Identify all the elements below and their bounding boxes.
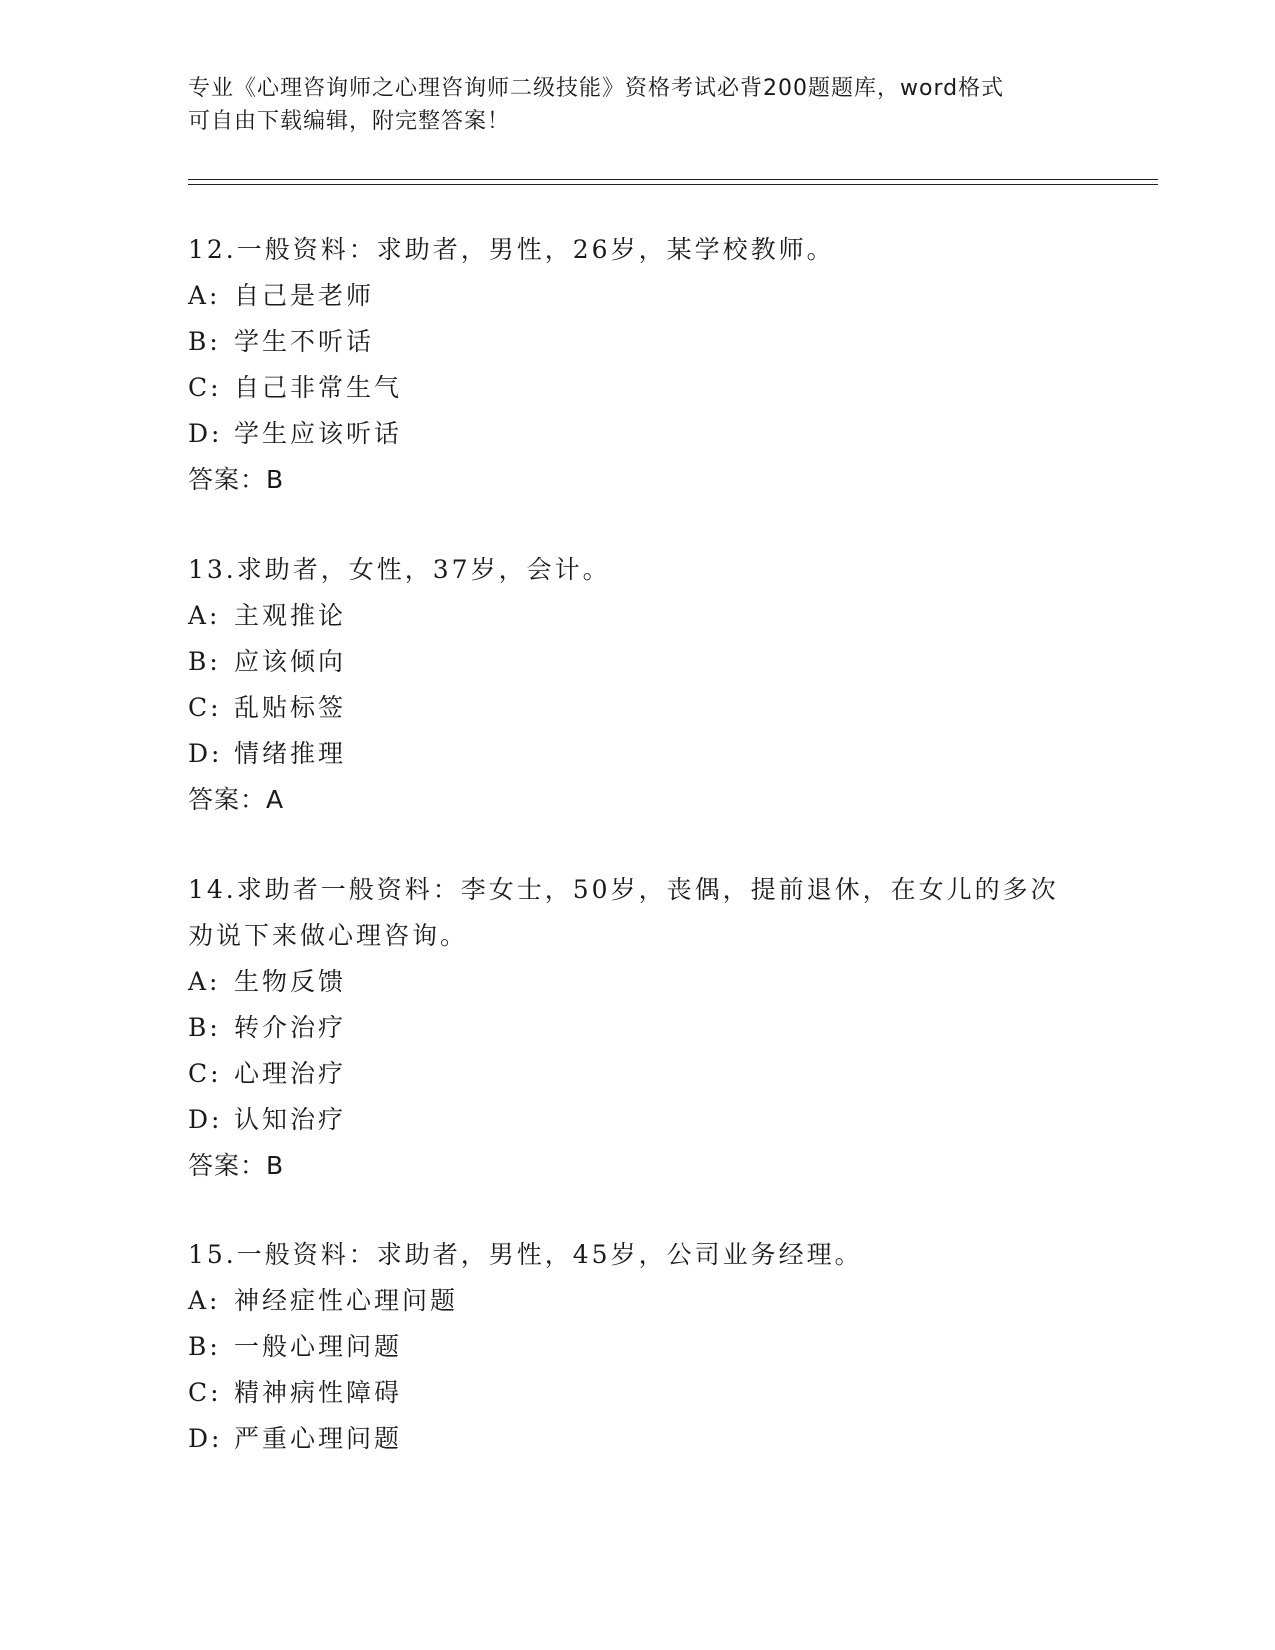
option-b <box>188 319 1088 365</box>
option-a <box>188 1278 1088 1324</box>
option-text: 乱贴标签 <box>234 693 347 722</box>
option-letter: D: <box>188 1424 223 1453</box>
option-text: 一般心理问题 <box>234 1332 403 1361</box>
answer-line: 答案：B <box>188 465 285 494</box>
option-text: 心理治疗 <box>234 1059 347 1088</box>
option-a <box>188 959 1088 1005</box>
question-15 <box>188 1232 1088 1462</box>
option-d <box>188 411 1088 457</box>
option-text: 认知治疗 <box>234 1105 347 1134</box>
option-a <box>188 593 1088 639</box>
option-c <box>188 1051 1088 1097</box>
option-a <box>188 273 1088 319</box>
option-text: 精神病性障碍 <box>234 1378 403 1407</box>
option-letter: B: <box>188 1332 221 1361</box>
header-rule-top <box>188 179 1158 180</box>
option-d <box>188 1097 1088 1143</box>
option-letter: C: <box>188 693 222 722</box>
option-text: 自己是老师 <box>234 281 375 310</box>
option-c <box>188 685 1088 731</box>
option-text: 转介治疗 <box>234 1013 347 1042</box>
option-b <box>188 1324 1088 1370</box>
option-text: 情绪推理 <box>234 739 347 768</box>
header-line-2: 可自由下载编辑，附完整答案！ <box>188 109 511 134</box>
header-rule-bottom <box>188 184 1158 185</box>
option-text: 严重心理问题 <box>234 1424 403 1453</box>
option-letter: A: <box>188 601 221 630</box>
option-letter: B: <box>188 647 221 676</box>
document-header <box>188 72 1088 138</box>
option-text: 学生不听话 <box>234 327 375 356</box>
option-c <box>188 1370 1088 1416</box>
answer-line: 答案：B <box>188 1151 285 1180</box>
option-letter: D: <box>188 739 223 768</box>
question-12 <box>188 227 1088 503</box>
option-letter: B: <box>188 327 221 356</box>
option-letter: D: <box>188 1105 223 1134</box>
option-text: 学生应该听话 <box>234 419 403 448</box>
option-text: 主观推论 <box>234 601 347 630</box>
option-letter: B: <box>188 1013 221 1042</box>
option-letter: A: <box>188 967 221 996</box>
option-text: 生物反馈 <box>234 967 347 996</box>
option-letter: C: <box>188 373 222 402</box>
option-b <box>188 639 1088 685</box>
option-letter: C: <box>188 1059 222 1088</box>
question-stem-continued: 劝说下来做心理咨询。 <box>188 921 469 950</box>
question-14 <box>188 867 1088 1189</box>
option-c <box>188 365 1088 411</box>
question-stem: 15.一般资料：求助者，男性，45岁，公司业务经理。 <box>188 1240 863 1269</box>
option-letter: D: <box>188 419 223 448</box>
question-stem: 14.求助者一般资料：李女士，50岁，丧偶，提前退休，在女儿的多次 <box>188 875 1059 904</box>
option-b <box>188 1005 1088 1051</box>
option-text: 应该倾向 <box>234 647 347 676</box>
question-stem: 12.一般资料：求助者，男性，26岁，某学校教师。 <box>188 235 835 264</box>
option-letter: A: <box>188 1286 221 1315</box>
option-letter: A: <box>188 281 221 310</box>
header-line-1: 专业《心理咨询师之心理咨询师二级技能》资格考试必背200题题库，word格式 <box>188 76 1005 101</box>
question-13 <box>188 547 1088 823</box>
option-d <box>188 1416 1088 1462</box>
option-letter: C: <box>188 1378 222 1407</box>
option-text: 自己非常生气 <box>234 373 403 402</box>
answer-line: 答案：A <box>188 785 285 814</box>
option-text: 神经症性心理问题 <box>234 1286 459 1315</box>
question-stem: 13.求助者，女性，37岁，会计。 <box>188 555 611 584</box>
option-d <box>188 731 1088 777</box>
